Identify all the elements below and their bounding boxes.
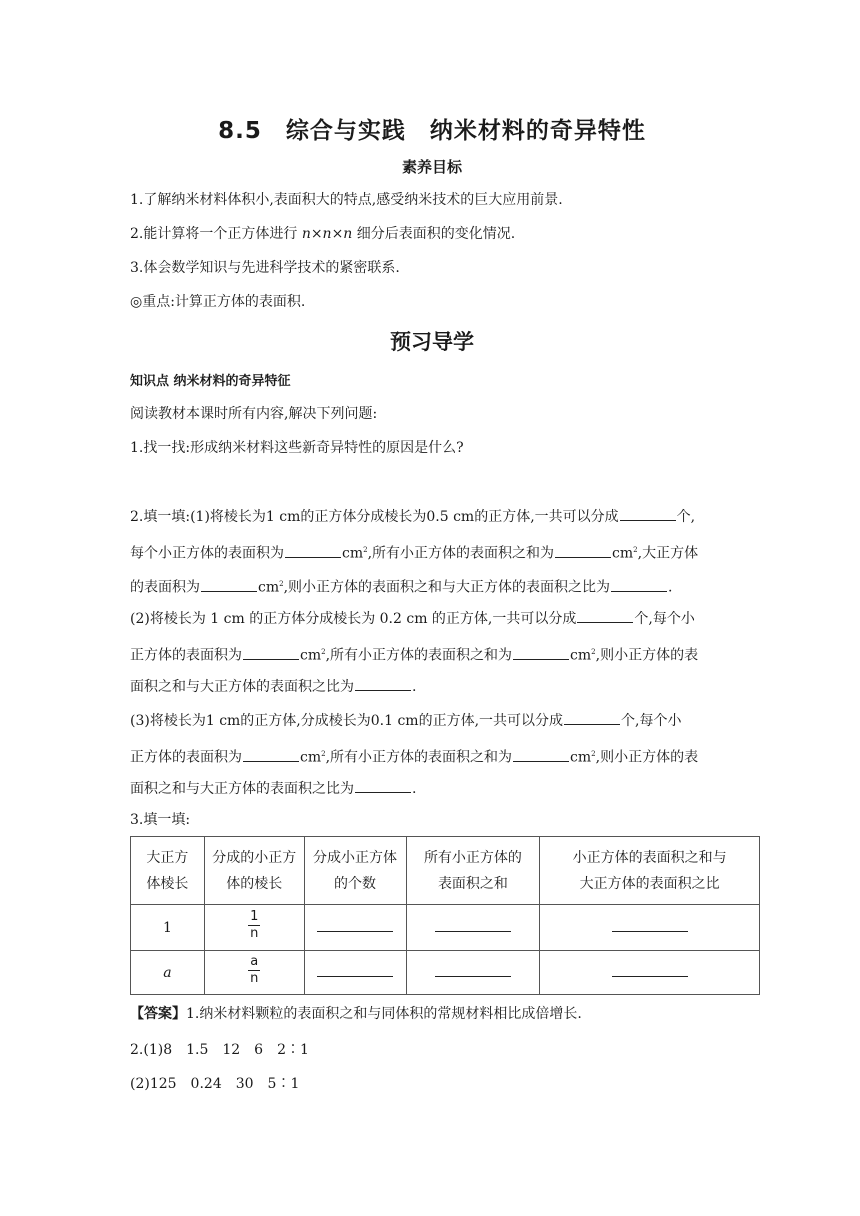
goal-2-math: n×n×n [301, 226, 353, 242]
superscript: 2 [321, 750, 326, 758]
q2-text: 每个小正方体的表面积为 [130, 545, 284, 562]
q2-text: ,所有小正方体的表面积之和为 [325, 749, 513, 766]
unit: cm [258, 579, 280, 596]
fraction-cell [204, 951, 304, 995]
q2-line-2 [130, 540, 698, 564]
superscript: 2 [591, 750, 596, 758]
blank-cell[interactable] [304, 905, 406, 951]
q2-text: ,则小正方体的表 [595, 749, 699, 766]
q2-text: ,所有小正方体的表面积之和为 [325, 647, 513, 664]
unit: cm [342, 545, 364, 562]
blank-cell[interactable] [304, 951, 406, 995]
answer-label: 【答案】 [130, 1006, 186, 1022]
q2-text: (2)将棱长为 1 cm 的正方体分成棱长为 0.2 cm 的正方体,一共可以分成 [130, 611, 577, 627]
page-title: 8.5 综合与实践 纳米材料的奇异特性 [218, 118, 646, 144]
answer-blank[interactable] [243, 645, 299, 660]
blank-cell[interactable] [406, 905, 540, 951]
unit: cm [570, 749, 592, 766]
q2-text: 2.填一填:(1)将棱长为1 cm的正方体分成棱长为0.5 cm的正方体,一共可以分成 [130, 509, 619, 525]
fraction: $\frac{a}{n}$ [250, 954, 259, 986]
table-header-cell: 所有小正方体的 表面积之和 [406, 837, 540, 905]
answer-1 [130, 1004, 582, 1024]
unit: cm [300, 647, 322, 664]
q2-text: 正方体的表面积为 [130, 647, 242, 664]
superscript: 2 [321, 648, 326, 656]
blank-cell[interactable] [406, 951, 540, 995]
fill-in-table [130, 836, 760, 995]
answer-blank[interactable] [355, 676, 411, 691]
preview-heading: 预习导学 [390, 330, 474, 354]
q2-line-7 [130, 710, 682, 731]
goal-3: 3.体会数学知识与先进科学技术的紧密联系. [130, 260, 400, 276]
q2-text: 面积之和与大正方体的表面积之比为 [130, 781, 354, 797]
table-row [131, 905, 760, 951]
q2-text: . [412, 679, 417, 695]
goal-2 [130, 224, 515, 244]
knowledge-point: 知识点 纳米材料的奇异特征 [130, 374, 291, 389]
q2-text: ,则小正方体的表 [595, 647, 699, 664]
q2-text: 个,每个小 [634, 611, 695, 627]
answer-blank[interactable] [564, 710, 620, 725]
edge-cell: 1 [131, 905, 205, 951]
q2-text: 个, [676, 509, 696, 525]
unit: cm [300, 749, 322, 766]
table-header-cell: 分成的小正方 体的棱长 [204, 837, 304, 905]
answer-blank[interactable] [555, 543, 611, 558]
q2-text: 个,每个小 [621, 713, 682, 729]
q2-line-5 [130, 642, 698, 666]
question-3: 3.填一填: [130, 812, 191, 828]
fraction-cell [204, 905, 304, 951]
superscript: 2 [633, 546, 638, 554]
table-header-cell: 小正方体的表面积之和与 大正方体的表面积之比 [540, 837, 760, 905]
q2-line-9 [130, 778, 416, 799]
q2-text: ,则小正方体的表面积之和与大正方体的表面积之比为 [283, 579, 611, 596]
question-1: 1.找一找:形成纳米材料这些新奇异特性的原因是什么? [130, 440, 464, 456]
fraction: $\frac{1}{n}$ [250, 909, 259, 941]
answer-3: (2)125 0.24 30 5∶1 [130, 1076, 300, 1092]
q2-line-6 [130, 676, 416, 697]
answer-blank[interactable] [285, 543, 341, 558]
goal-1: 1.了解纳米材料体积小,表面积大的特点,感受纳米技术的巨大应用前景. [130, 192, 563, 208]
superscript: 2 [279, 580, 284, 588]
answer-blank[interactable] [513, 747, 569, 762]
q2-text: ,大正方体 [637, 545, 699, 562]
q2-text: 的表面积为 [130, 579, 200, 596]
goal-2-text: 2.能计算将一个正方体进行 [130, 226, 298, 242]
unit: cm [570, 647, 592, 664]
edge-cell: a [131, 951, 205, 995]
table-header-cell: 大正方 体棱长 [131, 837, 205, 905]
q2-line-8 [130, 744, 698, 768]
answer-blank[interactable] [243, 747, 299, 762]
superscript: 2 [363, 546, 368, 554]
q2-text: . [412, 781, 417, 797]
answer-blank[interactable] [611, 577, 667, 592]
answer-2: 2.(1)8 1.5 12 6 2∶1 [130, 1042, 309, 1058]
answer-blank[interactable] [513, 645, 569, 660]
q2-text: 面积之和与大正方体的表面积之比为 [130, 679, 354, 695]
q2-text: . [668, 579, 673, 596]
q2-line-4 [130, 608, 695, 629]
table-row [131, 951, 760, 995]
table-header-cell: 分成小正方体 的个数 [304, 837, 406, 905]
q2-line-3 [130, 574, 673, 598]
unit: cm [612, 545, 634, 562]
answer-blank[interactable] [577, 608, 633, 623]
blank-cell[interactable] [540, 951, 760, 995]
answer-blank[interactable] [620, 506, 676, 521]
q2-line-1 [130, 506, 695, 527]
instruction: 阅读教材本课时所有内容,解决下列问题: [130, 406, 378, 422]
goal-2-tail: 细分后表面积的变化情况. [356, 226, 516, 242]
answer-text: 1.纳米材料颗粒的表面积之和与同体积的常规材料相比成倍增长. [186, 1006, 582, 1022]
q2-text: (3)将棱长为1 cm的正方体,分成棱长为0.1 cm的正方体,一共可以分成 [130, 713, 564, 729]
superscript: 2 [591, 648, 596, 656]
answer-blank[interactable] [201, 577, 257, 592]
table-header-row [131, 837, 760, 905]
answer-blank[interactable] [355, 778, 411, 793]
q2-text: ,所有小正方体的表面积之和为 [367, 545, 555, 562]
key-point: ◎重点:计算正方体的表面积. [130, 294, 306, 310]
q2-text: 正方体的表面积为 [130, 749, 242, 766]
objectives-heading: 素养目标 [401, 158, 462, 176]
blank-cell[interactable] [540, 905, 760, 951]
